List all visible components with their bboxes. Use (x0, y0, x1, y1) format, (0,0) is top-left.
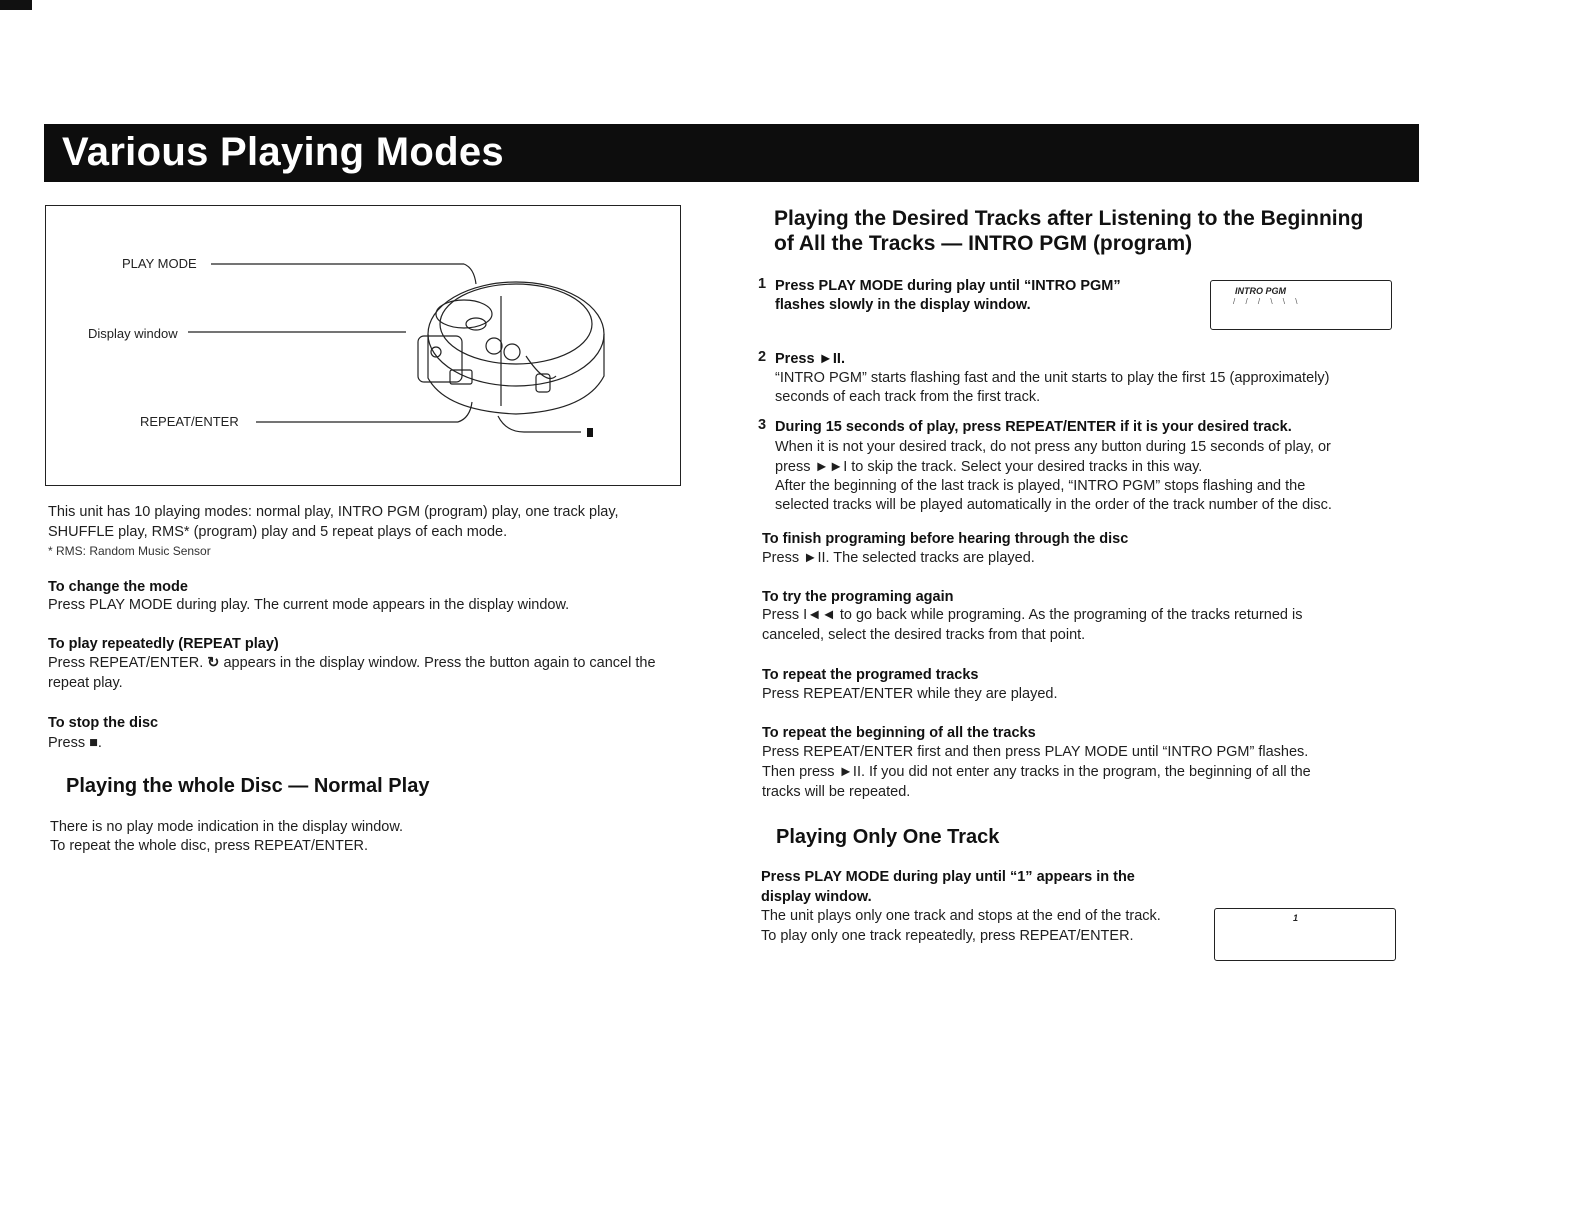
try-again-line1: Press I◄◄ to go back while programing. As the programing of the tracks returned is (762, 607, 1303, 623)
step2-number: 2 (758, 349, 767, 365)
repeat-beginning-line3: tracks will be repeated. (762, 784, 911, 800)
stop-disc-heading: To stop the disc (48, 715, 159, 731)
change-mode-text: Press PLAY MODE during play. The current mode appears in the display window. (48, 597, 570, 613)
footnote: * RMS: Random Music Sensor (48, 544, 211, 558)
cd-player-illustration (46, 206, 680, 485)
repeat-play-heading: To play repeatedly (REPEAT play) (48, 636, 279, 652)
step3-number: 3 (758, 417, 767, 433)
step3-heading: During 15 seconds of play, press REPEAT/ENTER if it is your desired track. (775, 419, 1292, 435)
label-play-mode: PLAY MODE (122, 256, 197, 271)
step3-line2: press ►►I to skip the track. Select your desired tracks in this way. (775, 459, 1203, 475)
one-track-sub2: display window. (761, 889, 872, 905)
step1-line1: Press PLAY MODE during play until “INTRO PGM” (775, 278, 1121, 294)
stop-disc-text: Press ■. (48, 735, 102, 751)
device-figure (45, 205, 681, 486)
finish-text: Press ►II. The selected tracks are played. (762, 550, 1035, 566)
repeat-programed-text: Press REPEAT/ENTER while they are played. (762, 686, 1058, 702)
title-bar (44, 124, 1419, 182)
step3-line4: selected tracks will be played automatically in the order of the track number of the disc. (775, 497, 1332, 513)
step2-line1: “INTRO PGM” starts flashing fast and the unit starts to play the first 15 (approximately) (775, 370, 1330, 386)
step3-line3: After the beginning of the last track is played, “INTRO PGM” stops flashing and the (775, 478, 1306, 494)
intro-paragraph: This unit has 10 playing modes: normal play, INTRO PGM (program) play, one track play, SHUFFLE play, RMS* (program) play and 5 repeat plays of each mode. (48, 504, 619, 540)
stop-symbol (587, 428, 593, 437)
repeat-play-text: Press REPEAT/ENTER. ↻ appears in the display window. Press the button again to cancel the repeat play. (48, 655, 656, 691)
one-track-line2: To play only one track repeatedly, press REPEAT/ENTER. (761, 928, 1134, 944)
corner-mark (0, 0, 32, 10)
finish-heading: To finish programing before hearing through the disc (762, 531, 1129, 547)
try-again-heading: To try the programing again (762, 589, 954, 605)
one-track-line1: The unit plays only one track and stops at the end of the track. (761, 908, 1161, 924)
step3-line1: When it is not your desired track, do not press any button during 15 seconds of play, or (775, 439, 1331, 455)
step1-line2: flashes slowly in the display window. (775, 297, 1031, 313)
step2-heading: Press ►II. (775, 351, 845, 367)
repeat-beginning-line1: Press REPEAT/ENTER first and then press PLAY MODE until “INTRO PGM” flashes. (762, 744, 1309, 760)
intro-pgm-display (1210, 280, 1392, 330)
intro-pgm-heading-line2: of All the Tracks — INTRO PGM (program) (774, 232, 1193, 255)
change-mode-heading: To change the mode (48, 579, 188, 595)
one-track-display (1214, 908, 1396, 961)
flash-marks: / / / \ \ \ (1233, 297, 1302, 306)
label-display-window: Display window (88, 326, 178, 341)
page-title: Various Playing Modes (62, 130, 504, 174)
intro-pgm-display-text: INTRO PGM (1235, 286, 1286, 296)
intro-pgm-heading-line1: Playing the Desired Tracks after Listening to the Beginning (774, 207, 1364, 230)
step2-line2: seconds of each track from the first track. (775, 389, 1041, 405)
repeat-beginning-line2: Then press ►II. If you did not enter any tracks in the program, the beginning of all the (762, 764, 1311, 780)
normal-play-line1: There is no play mode indication in the display window. (50, 819, 404, 835)
one-track-heading: Playing Only One Track (776, 826, 1000, 848)
repeat-programed-heading: To repeat the programed tracks (762, 667, 979, 683)
one-track-display-text: 1 (1293, 913, 1299, 923)
label-repeat-enter: REPEAT/ENTER (140, 414, 239, 429)
repeat-icon: ↻ (207, 655, 220, 671)
normal-play-line2: To repeat the whole disc, press REPEAT/ENTER. (50, 838, 369, 854)
try-again-line2: canceled, select the desired tracks from that point. (762, 627, 1086, 643)
normal-play-heading: Playing the whole Disc — Normal Play (66, 775, 430, 797)
one-track-sub1: Press PLAY MODE during play until “1” appears in the (761, 869, 1135, 885)
step1-number: 1 (758, 276, 767, 292)
repeat-beginning-heading: To repeat the beginning of all the tracks (762, 725, 1036, 741)
